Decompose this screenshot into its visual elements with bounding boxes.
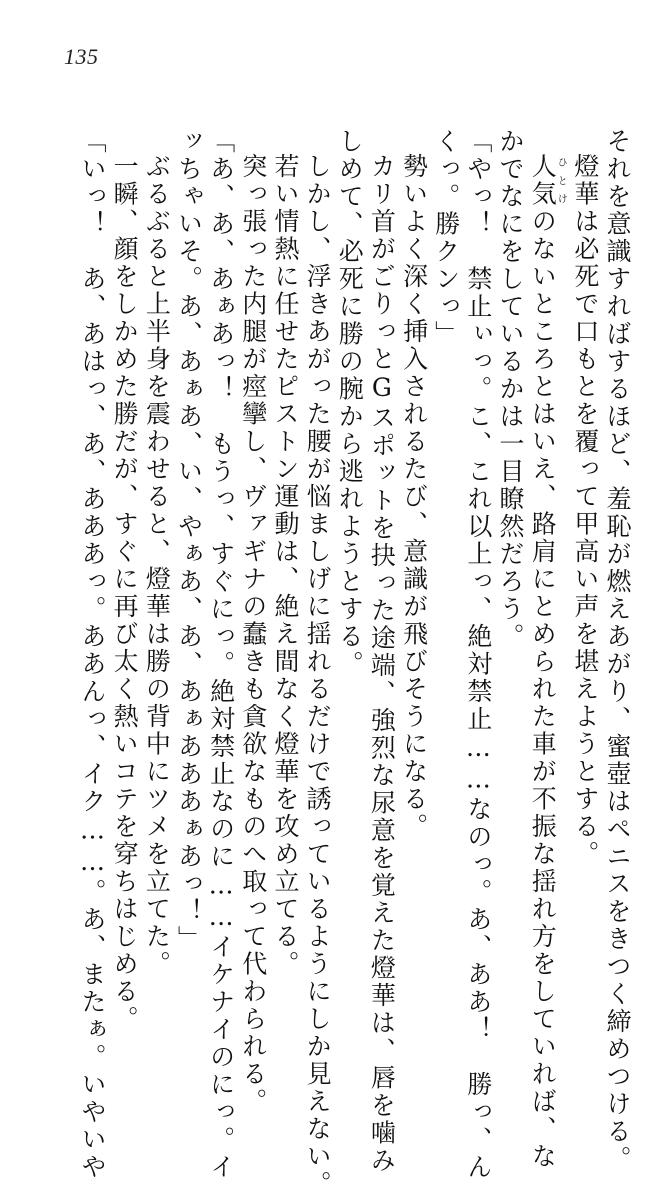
text-line: 勢いよく深く挿入されるたび、意識が飛びそうになる。	[399, 153, 429, 841]
text-line: 「やっ！ 禁止ぃっ。こ、これ以上っ、絶対禁止……なのっ。あ、ああ！ 勝っ、ん	[463, 128, 493, 1181]
text-line: 燈華は必死で口もとを覆って甲高い声を堪えようとする。	[570, 153, 600, 868]
text-line: しかし、浮きあがった腰が悩ましげに揺れるだけで誘っているようにしか見えない。	[303, 153, 333, 1198]
ruby-reading: ひとけ	[555, 153, 567, 208]
text-line: ッちゃいそ。あ、あぁあ、い、やぁあ、あ、あぁあああぁあっ！」	[174, 128, 204, 953]
text-line: 突っ張った内腿が痙攣し、ヴァギナの蠢きも貪欲なものへ取って代わられる。	[238, 153, 268, 1116]
text-line: かでなにをしているかは一目瞭然だろう。	[496, 128, 526, 651]
text-line: 「あ、あ、あぁあっ！ もうっ、すぐにっ。絶対禁止なのに……イケナイのにっ。イ	[206, 128, 236, 1181]
text-line: 一瞬、顔をしかめた勝だが、すぐに再び太く熱いコテを穿ちはじめる。	[110, 153, 140, 1033]
vertical-text-body	[78, 128, 632, 1198]
text-line: しめて、必死に勝の腕から逃れようとする。	[335, 128, 365, 678]
ruby-annotation: 人気ひとけ	[528, 153, 567, 208]
text-line: カリ首がごりっとGスポットを抉った途端、強烈な尿意を覚えた燈華は、唇を噛み	[367, 153, 397, 1175]
text-line: 人気ひとけのないところとはいえ、路肩にとめられた車が不振な揺れ方をしていれば、な	[528, 153, 567, 1171]
text-line: それを意識すればするほど、羞恥が燃えあがり、蜜壺はペニスをきつく締めつける。	[603, 128, 632, 1173]
text-line: 「いっ！ あ、あはっ、あ、あああっ。ああんっ、イク……。あ、またぁ。いやいや	[78, 128, 107, 1181]
text-line: 若い情熱に任せたピストン運動は、絶え間なく燈華を攻め立てる。	[270, 153, 300, 978]
text-line: ぶるぶると上半身を震わせると、燈華は勝の背中にツメを立てた。	[142, 153, 172, 978]
text-line: くっ。勝クンっ」	[431, 128, 461, 348]
page-number: 135	[64, 44, 99, 69]
